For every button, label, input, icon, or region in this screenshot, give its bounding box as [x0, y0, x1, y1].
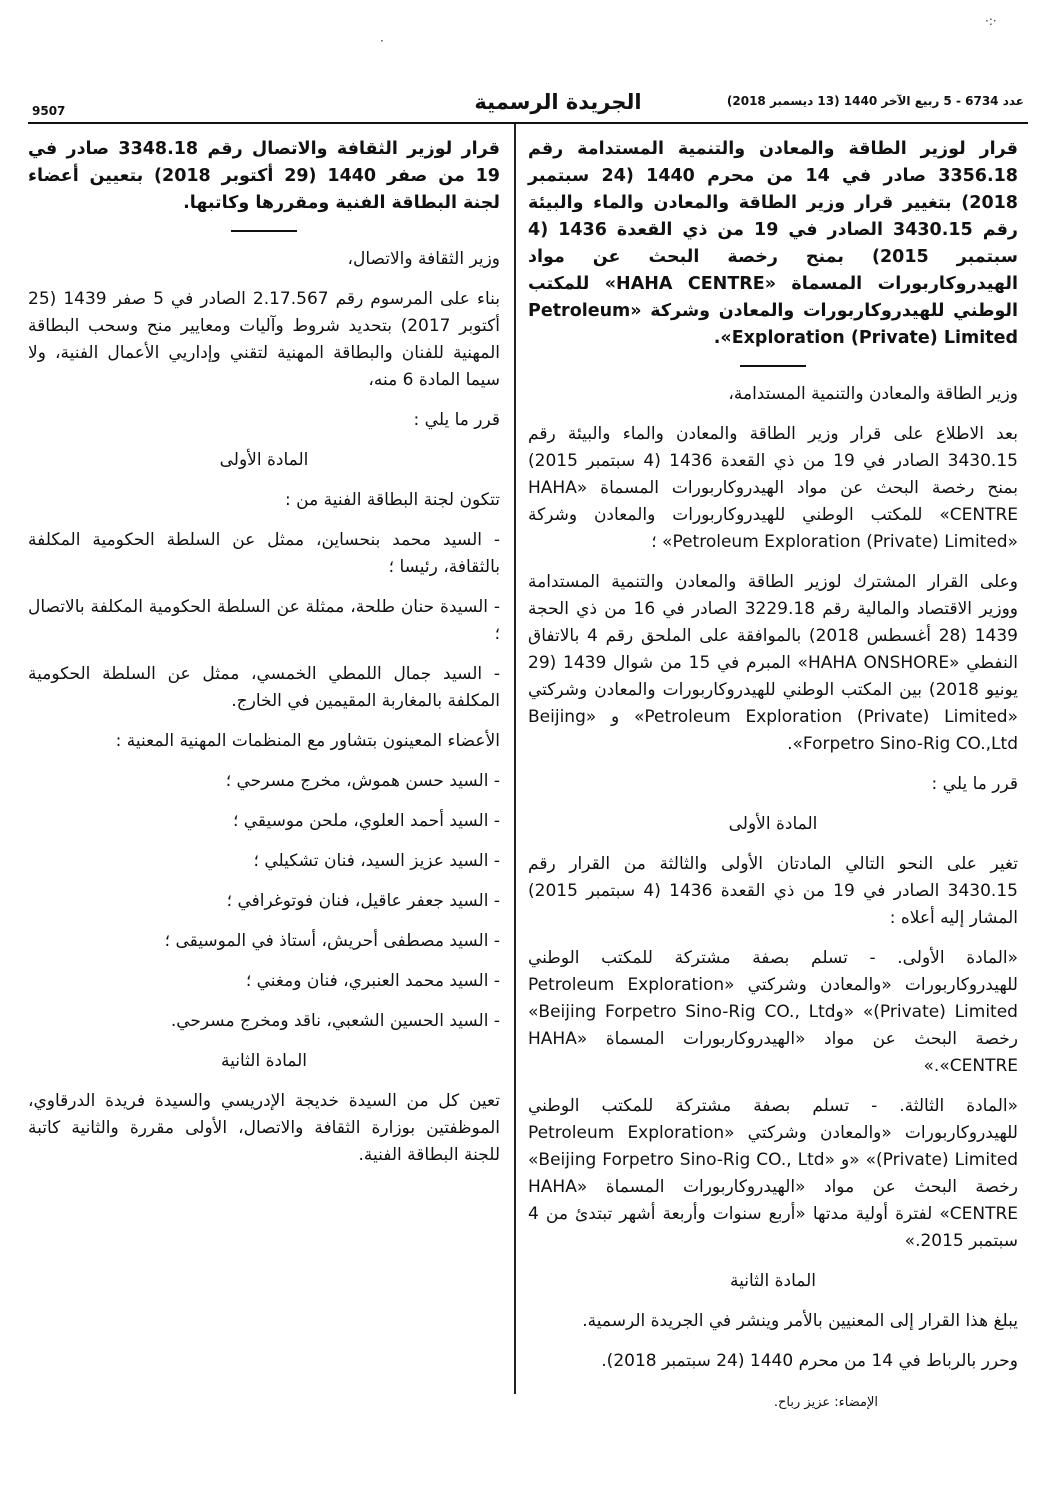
preamble-paragraph: وعلى القرار المشترك لوزير الطاقة والمعادن والتنمية المستدامة ووزير الاقتصاد والمالية رقم 3229.18 الصادر في 16 من ذي الحجة 1439 (28 أغسطس 2018) بالموافقة على الملحق رقم 4 بالاتفاق النفطي «HAHA ONSHORE» المبرم في 15 من شوال 1439 (29 يونيو 2018) بين المكتب الوطني للهيدروكاربورات والمعادن وشركتي «Petroleum Exploration (Private) Limited» و «Beijing Forpetro Sino-Rig CO.,Ltd».	[528, 572, 1019, 754]
list-item: - السيدة حنان طلحة، ممثلة عن السلطة الحكومية المكلفة بالاتصال ؛	[28, 597, 500, 644]
list-item: - السيد عزيز السيد، فنان تشكيلي ؛	[253, 851, 500, 871]
preamble-paragraph: بناء على المرسوم رقم 2.17.567 الصادر في 5 صفر 1439 (25 أكتوبر 2017) بتحديد شروط وآليات ومعايير منح وسحب البطاقة المهنية للفنان والبطاقة المهنية لتقني وإداريي الأعمال الفنية، ولا سيما المادة 6 منه،	[28, 289, 500, 390]
preamble-paragraph: بعد الاطلاع على قرار وزير الطاقة والمعادن والماء والبيئة رقم 3430.15 الصادر في 19 من ذي القعدة 1436 (4 سبتمبر 2015) بمنح رخصة البحث عن مواد الهيدروكاربورات المسماة «HAHA CENTRE» للمكتب الوطني للهيدروكاربورات والمعادن وشركة «Petroleum Exploration (Private) Limited» ؛	[528, 424, 1018, 552]
article-heading: المادة الثانية	[221, 1051, 307, 1071]
article-text: تغير على النحو التالي المادتان الأولى والثالثة من القرار رقم 3430.15 الصادر في 19 من ذي القعدة 1436 (4 سبتمبر 2015) المشار إليه أعلاه :	[528, 854, 1018, 928]
list-item: - السيد الحسين الشعبي، ناقد ومخرج مسرحي.	[170, 1011, 500, 1031]
issue-info: عدد 6734 - 5 ربيع الآخر 1440 (13 ديسمبر 2018)	[726, 94, 1024, 108]
title-rule	[740, 365, 806, 367]
signature-line: الإمضاء: عزيز رباح.	[773, 1395, 878, 1410]
page-header	[28, 86, 1028, 124]
list-item: - السيد جعفر عاقيل، فنان فوتوغرافي ؛	[226, 891, 500, 911]
decided-line: قرر ما يلي :	[931, 774, 1018, 794]
list-item: - السيد جمال اللمطي الخمسي، ممثل عن السلطة الحكومية المكلفة بالمغاربة المقيمين في الخارج.	[28, 664, 500, 711]
article-heading: المادة الأولى	[728, 814, 818, 834]
list-item: - السيد مصطفى أحريش، أستاذ في الموسيقى ؛	[164, 931, 500, 951]
officials-list	[28, 527, 500, 715]
column-divider	[514, 124, 516, 1394]
left-column	[28, 136, 500, 1182]
list-item: - السيد أحمد العلوي، ملحن موسيقي ؛	[232, 811, 500, 831]
list-item: - السيد حسن هموش، مخرج مسرحي ؛	[225, 771, 500, 791]
right-column	[528, 136, 1018, 1416]
article-text: تعين كل من السيدة خديجة الإدريسي والسيدة فريدة الدرقاوي، الموظفتين بوزارة الثقافة والاتصال، الأولى مقررة والثانية كاتبة للجنة البطاقة الفنية.	[28, 1091, 500, 1165]
minister-line: وزير الطاقة والمعادن والتنمية المستدامة،	[728, 384, 1018, 404]
minister-line: وزير الثقافة والاتصال،	[347, 249, 500, 269]
article-text: يبلغ هذا القرار إلى المعنيين بالأمر وينشر في الجريدة الرسمية.	[582, 1311, 1018, 1331]
page-number: 9507	[32, 104, 66, 118]
title-rule	[231, 230, 297, 232]
article-heading: المادة الثانية	[730, 1271, 816, 1291]
date-line: وحرر بالرباط في 14 من محرم 1440 (24 سبتمبر 2018).	[601, 1351, 1018, 1371]
decree-title: قرار لوزير الثقافة والاتصال رقم 3348.18 صادر في 19 من صفر 1440 (29 أكتوبر 2018) بتعيين أعضاء لجنة البطاقة الفنية ومقررها وكاتبها.	[28, 139, 500, 213]
decree-title: قرار لوزير الطاقة والمعادن والتنمية المستدامة رقم 3356.18 صادر في 14 من محرم 1440 (24 سبتمبر 2018) بتغيير قرار وزير الطاقة والمعادن والماء والبيئة رقم 3430.15 الصادر في 19 من ذي القعدة 1436 (4 سبتمبر 2015) بمنح رخصة البحث عن مواد الهيدروكاربورات المسماة «HAHA CENTRE» للمكتب الوطني للهيدروكاربورات والمعادن وشركة «Petroleum Exploration (Private) Limited».	[528, 139, 1018, 348]
list-item: - السيد محمد العنبري، فنان ومغني ؛	[245, 971, 500, 991]
members-intro: الأعضاء المعينون بتشاور مع المنظمات المهنية المعنية :	[115, 731, 500, 751]
composition-line: تتكون لجنة البطاقة الفنية من :	[285, 490, 500, 510]
scan-speck: ·:·	[985, 14, 997, 28]
gazette-title: الجريدة الرسمية	[474, 90, 642, 114]
decided-line: قرر ما يلي :	[413, 410, 500, 430]
quoted-article: «المادة الثالثة. - تسلم بصفة مشتركة للمكتب الوطني للهيدروكاربورات «والمعادن وشركتي «Petroleum Exploration (Private) Limited» «و «Beijing Forpetro Sino-Rig CO., Ltd» رخصة البحث عن مواد «الهيدروكاربورات المسماة «HAHA CENTRE» لفترة أولية مدتها «أربع سنوات وأربعة أشهر تبتدئ من 4 سبتمبر 2015.»	[528, 1096, 1018, 1251]
list-item: - السيد محمد بنحساين، ممثل عن السلطة الحكومية المكلفة بالثقافة، رئيسا ؛	[28, 530, 500, 577]
quoted-article: «المادة الأولى. - تسلم بصفة مشتركة للمكتب الوطني للهيدروكاربورات «والمعادن وشركتي «Petroleum Exploration (Private) Limited» «وBeijing Forpetro Sino-Rig CO., Ltd» رخصة البحث عن مواد «الهيدروكاربورات المسماة «HAHA CENTRE».»	[528, 948, 1018, 1076]
article-heading: المادة الأولى	[219, 450, 309, 470]
scan-speck: ·	[380, 34, 384, 48]
members-list	[28, 768, 500, 1035]
